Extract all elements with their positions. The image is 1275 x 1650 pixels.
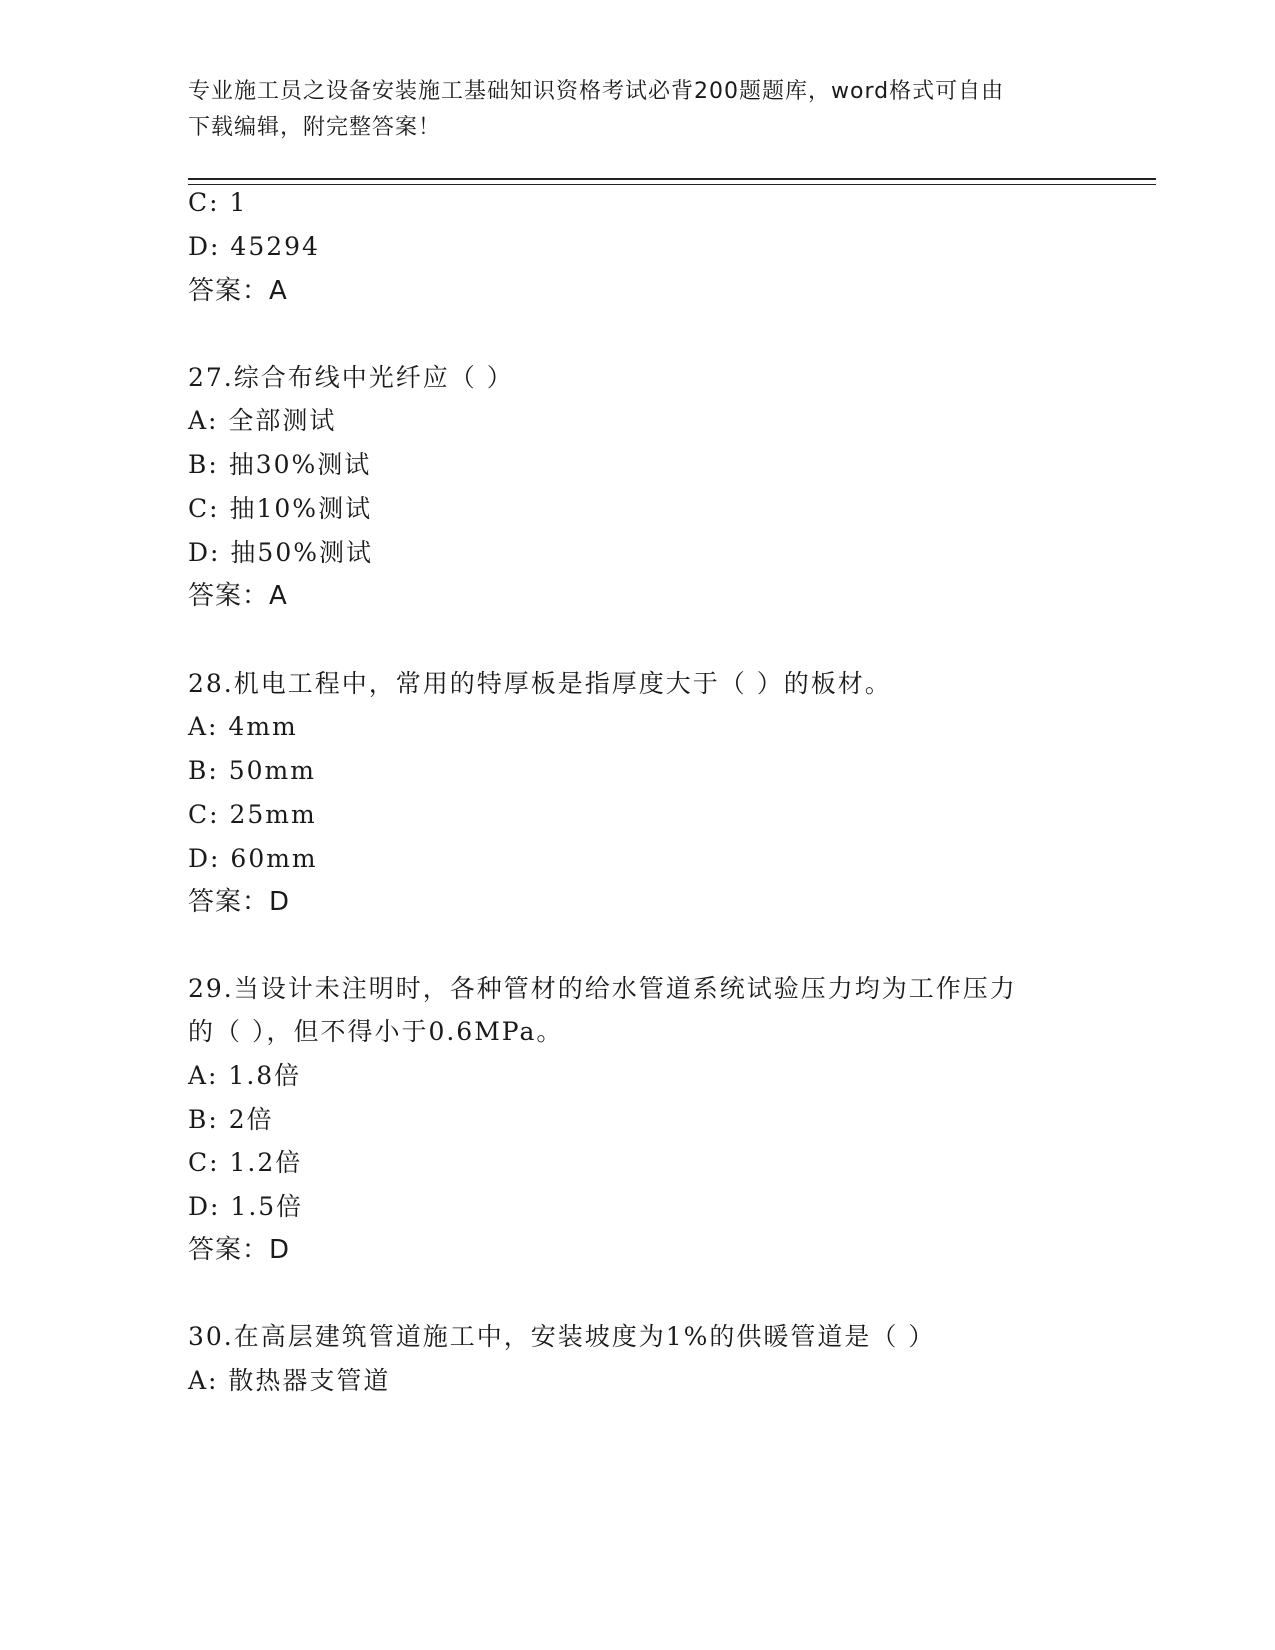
q30-stem: 30.在高层建筑管道施工中，安装坡度为1%的供暖管道是（ ）	[188, 1322, 936, 1351]
q27-option-b: B: 抽30%测试	[188, 450, 372, 479]
q27-option-c: C: 抽10%测试	[188, 494, 373, 523]
q30-option-a: A: 散热器支管道	[188, 1366, 391, 1395]
header-divider-thin	[188, 184, 1156, 185]
header-title-line-1: 专业施工员之设备安装施工基础知识资格考试必背200题题库，word格式可自由	[188, 79, 1005, 104]
q29-answer: 答案：D	[188, 1235, 291, 1265]
header-title-line-2: 下载编辑，附完整答案！	[188, 115, 442, 140]
q28-stem: 28.机电工程中，常用的特厚板是指厚度大于（ ）的板材。	[188, 669, 892, 698]
q28-option-a: A: 4mm	[188, 712, 298, 741]
q28-option-d: D: 60mm	[188, 844, 318, 873]
q28-option-b: B: 50mm	[188, 756, 316, 785]
q29-option-a: A: 1.8倍	[188, 1061, 302, 1090]
q29-stem-line-1: 29.当设计未注明时，各种管材的给水管道系统试验压力均为工作压力	[188, 974, 1017, 1003]
document-header	[188, 74, 1088, 146]
q29-option-b: B: 2倍	[188, 1105, 274, 1134]
q27-answer: 答案：A	[188, 581, 288, 611]
q27-stem: 27.综合布线中光纤应（ ）	[188, 363, 514, 392]
prev-answer: 答案：A	[188, 276, 288, 306]
prev-option-c: C: 1	[188, 188, 248, 217]
q29-option-d: D: 1.5倍	[188, 1192, 304, 1221]
q27-option-d: D: 抽50%测试	[188, 538, 373, 567]
header-divider-thick	[188, 178, 1156, 180]
q29-option-c: C: 1.2倍	[188, 1148, 303, 1177]
q29-stem-line-2: 的（ ），但不得小于0.6MPa。	[188, 1017, 564, 1046]
q27-option-a: A: 全部测试	[188, 406, 337, 435]
q28-option-c: C: 25mm	[188, 800, 317, 829]
prev-option-d: D: 45294	[188, 232, 320, 261]
q28-answer: 答案：D	[188, 887, 291, 917]
